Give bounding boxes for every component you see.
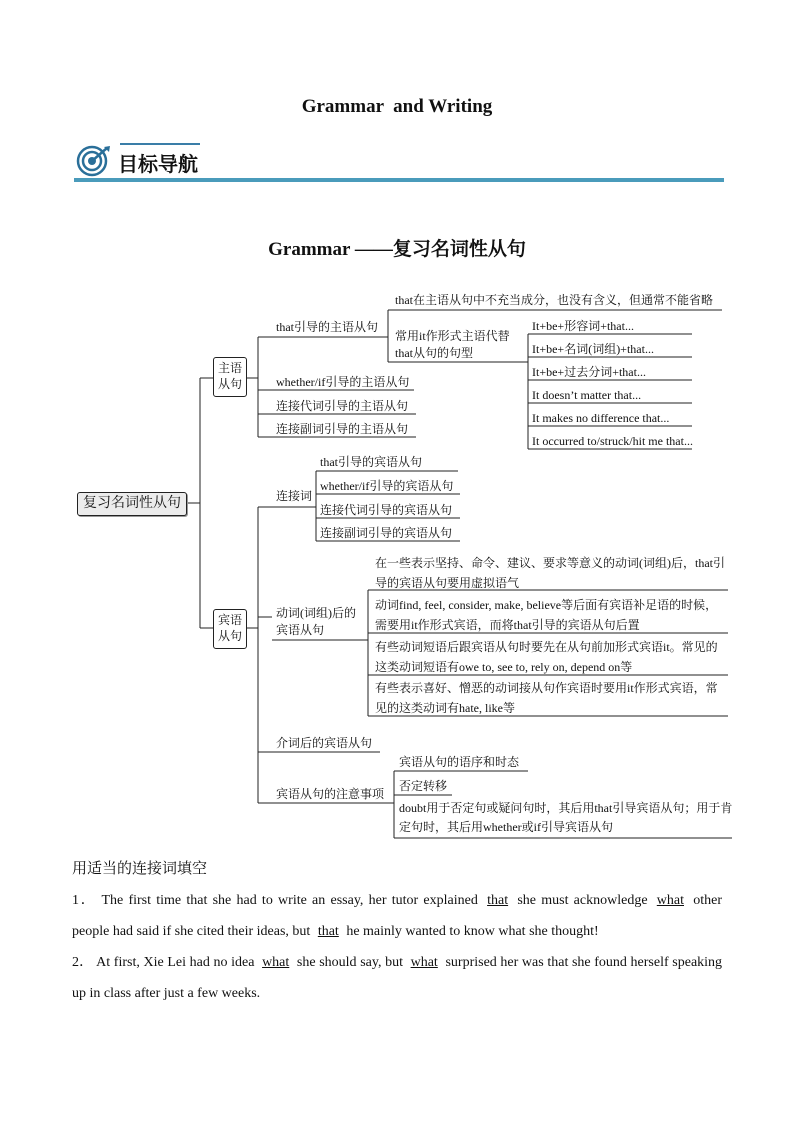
it-pattern-item: It+be+名词(词组)+that... — [532, 342, 654, 356]
question-number: 1． — [72, 893, 97, 908]
connective-item: whether/if引导的宾语从句 — [320, 479, 454, 493]
it-pattern-item: It+be+形容词+that... — [532, 319, 634, 333]
question-text: she must acknowledge — [517, 893, 648, 908]
banner-title: 目标导航 — [118, 152, 198, 176]
answer-blank: what — [410, 955, 438, 970]
question-1 — [72, 885, 722, 947]
exercise-heading: 用适当的连接词填空 — [72, 859, 208, 877]
subject-that-note: that在主语从句中不充当成分，也没有含义，但通常不能省略 — [395, 293, 713, 307]
it-pattern-item: It occurred to/struck/hit me that... — [532, 434, 693, 448]
question-2 — [72, 947, 722, 1009]
subject-adverb-node: 连接副词引导的主语从句 — [276, 422, 409, 436]
mindmap-title: Grammar ——复习名词性从句 — [268, 239, 526, 260]
answer-blank: what — [262, 955, 290, 970]
question-text: The first time that she had to write an essay, her tutor explained — [101, 893, 478, 908]
object-after-prep-node: 介词后的宾语从句 — [276, 736, 373, 750]
question-text: other people had said if she cited their ideas, but — [72, 893, 722, 939]
connective-item: 连接副词引导的宾语从句 — [320, 526, 453, 540]
object-note-item: 宾语从句的语序和时态 — [399, 755, 520, 769]
answer-blank: what — [656, 893, 684, 908]
subject-that-node: that引导的主语从句 — [276, 320, 378, 334]
after-verb-rule: 动词find, feel, consider, make, believe等后面有宾语补足语的时候，需要用it作形式宾语，而将that引导的宾语从句后置 — [375, 598, 718, 632]
question-text: At first, Xie Lei had no idea — [96, 955, 255, 970]
question-text: he mainly wanted to know what she thought! — [346, 924, 599, 939]
connective-item: 连接代词引导的宾语从句 — [320, 503, 453, 517]
object-note-item: doubt用于否定句或疑问句时，其后用that引导宾语从句；用于肯定句时，其后用whether或if引导宾语从句 — [399, 801, 733, 834]
object-clause-node: 宾语从句 — [213, 609, 247, 649]
object-note-item: 否定转移 — [399, 779, 448, 793]
question-text: surprised her was that she found herself speaking up in class after just a few weeks. — [72, 955, 723, 1001]
object-after-verb-node: 动词(词组)后的宾语从句 — [276, 606, 356, 637]
mindmap-root-node: 复习名词性从句 — [77, 492, 187, 516]
object-notes-node: 宾语从句的注意事项 — [276, 787, 385, 801]
question-number: 2． — [72, 955, 94, 970]
after-verb-rule: 有些表示喜好、憎恶的动词接从句作宾语时要用it作形式宾语，常见的这类动词有hate, like等 — [375, 681, 718, 715]
it-pattern-item: It doesn’t matter that... — [532, 388, 642, 402]
after-verb-rule: 在一些表示坚持、命令、建议、要求等意义的动词(词组)后，that引导的宾语从句要用虚拟语气 — [375, 556, 725, 590]
subject-it-pattern-node: 常用it作形式主语代替that从句的句型 — [395, 329, 510, 360]
document-title: Grammar and Writing — [301, 96, 493, 117]
it-pattern-item: It+be+过去分词+that... — [532, 365, 646, 379]
connective-item: that引导的宾语从句 — [320, 455, 422, 469]
subject-whether-node: whether/if引导的主语从句 — [276, 375, 410, 389]
answer-blank: that — [317, 924, 339, 939]
question-text: she should say, but — [296, 955, 403, 970]
after-verb-rule: 有些动词短语后跟宾语从句时要先在从句前加形式宾语it。常见的这类动词短语有owe to, see to, rely on, depend on等 — [375, 640, 718, 674]
subject-clause-node: 主语从句 — [213, 357, 247, 397]
object-connectives-node: 连接词 — [276, 489, 313, 503]
it-pattern-item: It makes no difference that... — [532, 411, 670, 425]
subject-pronoun-node: 连接代词引导的主语从句 — [276, 399, 409, 413]
answer-blank: that — [487, 893, 509, 908]
